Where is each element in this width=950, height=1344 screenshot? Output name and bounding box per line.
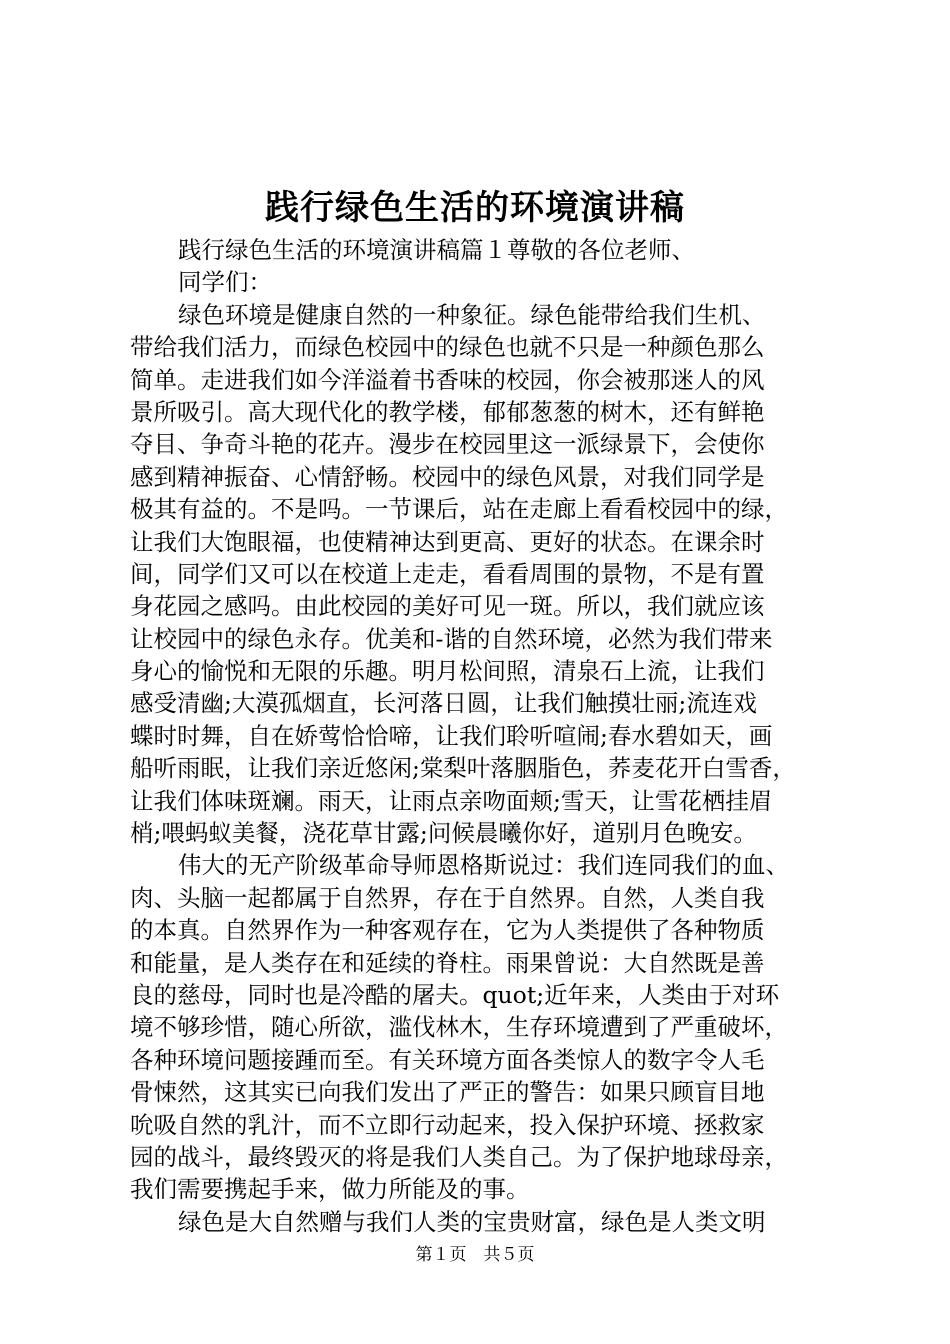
text-line: 和能量，是人类存在和延续的脊柱。雨果曾说：大自然既是善 — [130, 948, 765, 977]
text-line: 让校园中的绿色永存。优美和-谐的自然环境，必然为我们带来 — [130, 624, 773, 653]
text-line: 各种环境问题接踵而至。有关环境方面各类惊人的数字令人毛 — [130, 1045, 765, 1074]
text-line: 极其有益的。不是吗。一节课后，站在走廊上看看校园中的绿， — [130, 495, 788, 524]
paragraph-start-line: 绿色是大自然赠与我们人类的宝贵财富，绿色是人类文明 — [178, 1207, 766, 1236]
text-line: 间，同学们又可以在校道上走走，看看周围的景物，不是有置 — [130, 559, 765, 588]
paragraph-start-line: 绿色环境是健康自然的一种象征。绿色能带给我们生机、 — [178, 300, 766, 329]
text-line: 夺目、争奇斗艳的花卉。漫步在校园里这一派绿景下，会使你 — [130, 430, 765, 459]
document-title: 践行绿色生活的环境演讲稿 — [265, 188, 685, 228]
page-number-footer: 第１页 共５页 — [415, 1245, 535, 1265]
text-line: 船听雨眠，让我们亲近悠闲;棠梨叶落胭脂色，荞麦花开白雪香， — [130, 754, 796, 783]
text-line: 身心的愉悦和无限的乐趣。明月松间照，清泉石上流，让我们 — [130, 657, 765, 686]
text-line: 景所吸引。高大现代化的教学楼，郁郁葱葱的树木，还有鲜艳 — [130, 397, 765, 426]
text-line: 梢;喂蚂蚁美餐，浇花草甘露;问候晨曦你好，道别月色晚安。 — [130, 819, 757, 848]
text-line: 身花园之感吗。由此校园的美好可见一斑。所以，我们就应该 — [130, 592, 765, 621]
document-body — [130, 234, 842, 1238]
text-line: 吮吸自然的乳汁，而不立即行动起来，投入保护环境、拯救家 — [130, 1110, 765, 1139]
text-line: 让我们体味斑斓。雨天，让雨点亲吻面颊;雪天，让雪花栖挂眉 — [130, 786, 773, 815]
text-line: 蝶时时舞，自在娇莺恰恰啼，让我们聆听喧闹;春水碧如天，画 — [130, 721, 773, 750]
text-line: 简单。走进我们如今洋溢着书香味的校园，你会被那迷人的风 — [130, 365, 765, 394]
text-line: 我们需要携起手来，做力所能及的事。 — [130, 1175, 530, 1204]
text-line: 肉、头脑一起都属于自然界，存在于自然界。自然，人类自我 — [130, 883, 765, 912]
text-line: 良的慈母，同时也是冷酷的屠夫。quot;近年来，人类由于对环 — [130, 980, 780, 1009]
text-line: 同学们： — [178, 268, 272, 297]
text-line: 践行绿色生活的环境演讲稿篇１尊敬的各位老师、 — [178, 236, 695, 264]
paragraph-start-line: 伟大的无产阶级革命导师恩格斯说过：我们连同我们的血、 — [178, 851, 789, 880]
text-line: 感受清幽;大漠孤烟直，长河落日圆，让我们触摸壮丽;流连戏 — [130, 689, 757, 718]
text-line: 让我们大饱眼福，也使精神达到更高、更好的状态。在课余时 — [130, 527, 765, 556]
text-line: 园的战斗，最终毁灭的将是我们人类自己。为了保护地球母亲， — [130, 1142, 788, 1171]
text-line: 境不够珍惜，随心所欲，滥伐林木，生存环境遭到了严重破坏， — [130, 1013, 788, 1042]
text-line: 感到精神振奋、心情舒畅。校园中的绿色风景，对我们同学是 — [130, 462, 765, 491]
text-line: 带给我们活力，而绿色校园中的绿色也就不只是一种颜色那么 — [130, 333, 765, 362]
text-line: 骨悚然，这其实已向我们发出了严正的警告：如果只顾盲目地 — [130, 1078, 765, 1107]
text-line: 的本真。自然界作为一种客观存在，它为人类提供了各种物质 — [130, 916, 765, 945]
